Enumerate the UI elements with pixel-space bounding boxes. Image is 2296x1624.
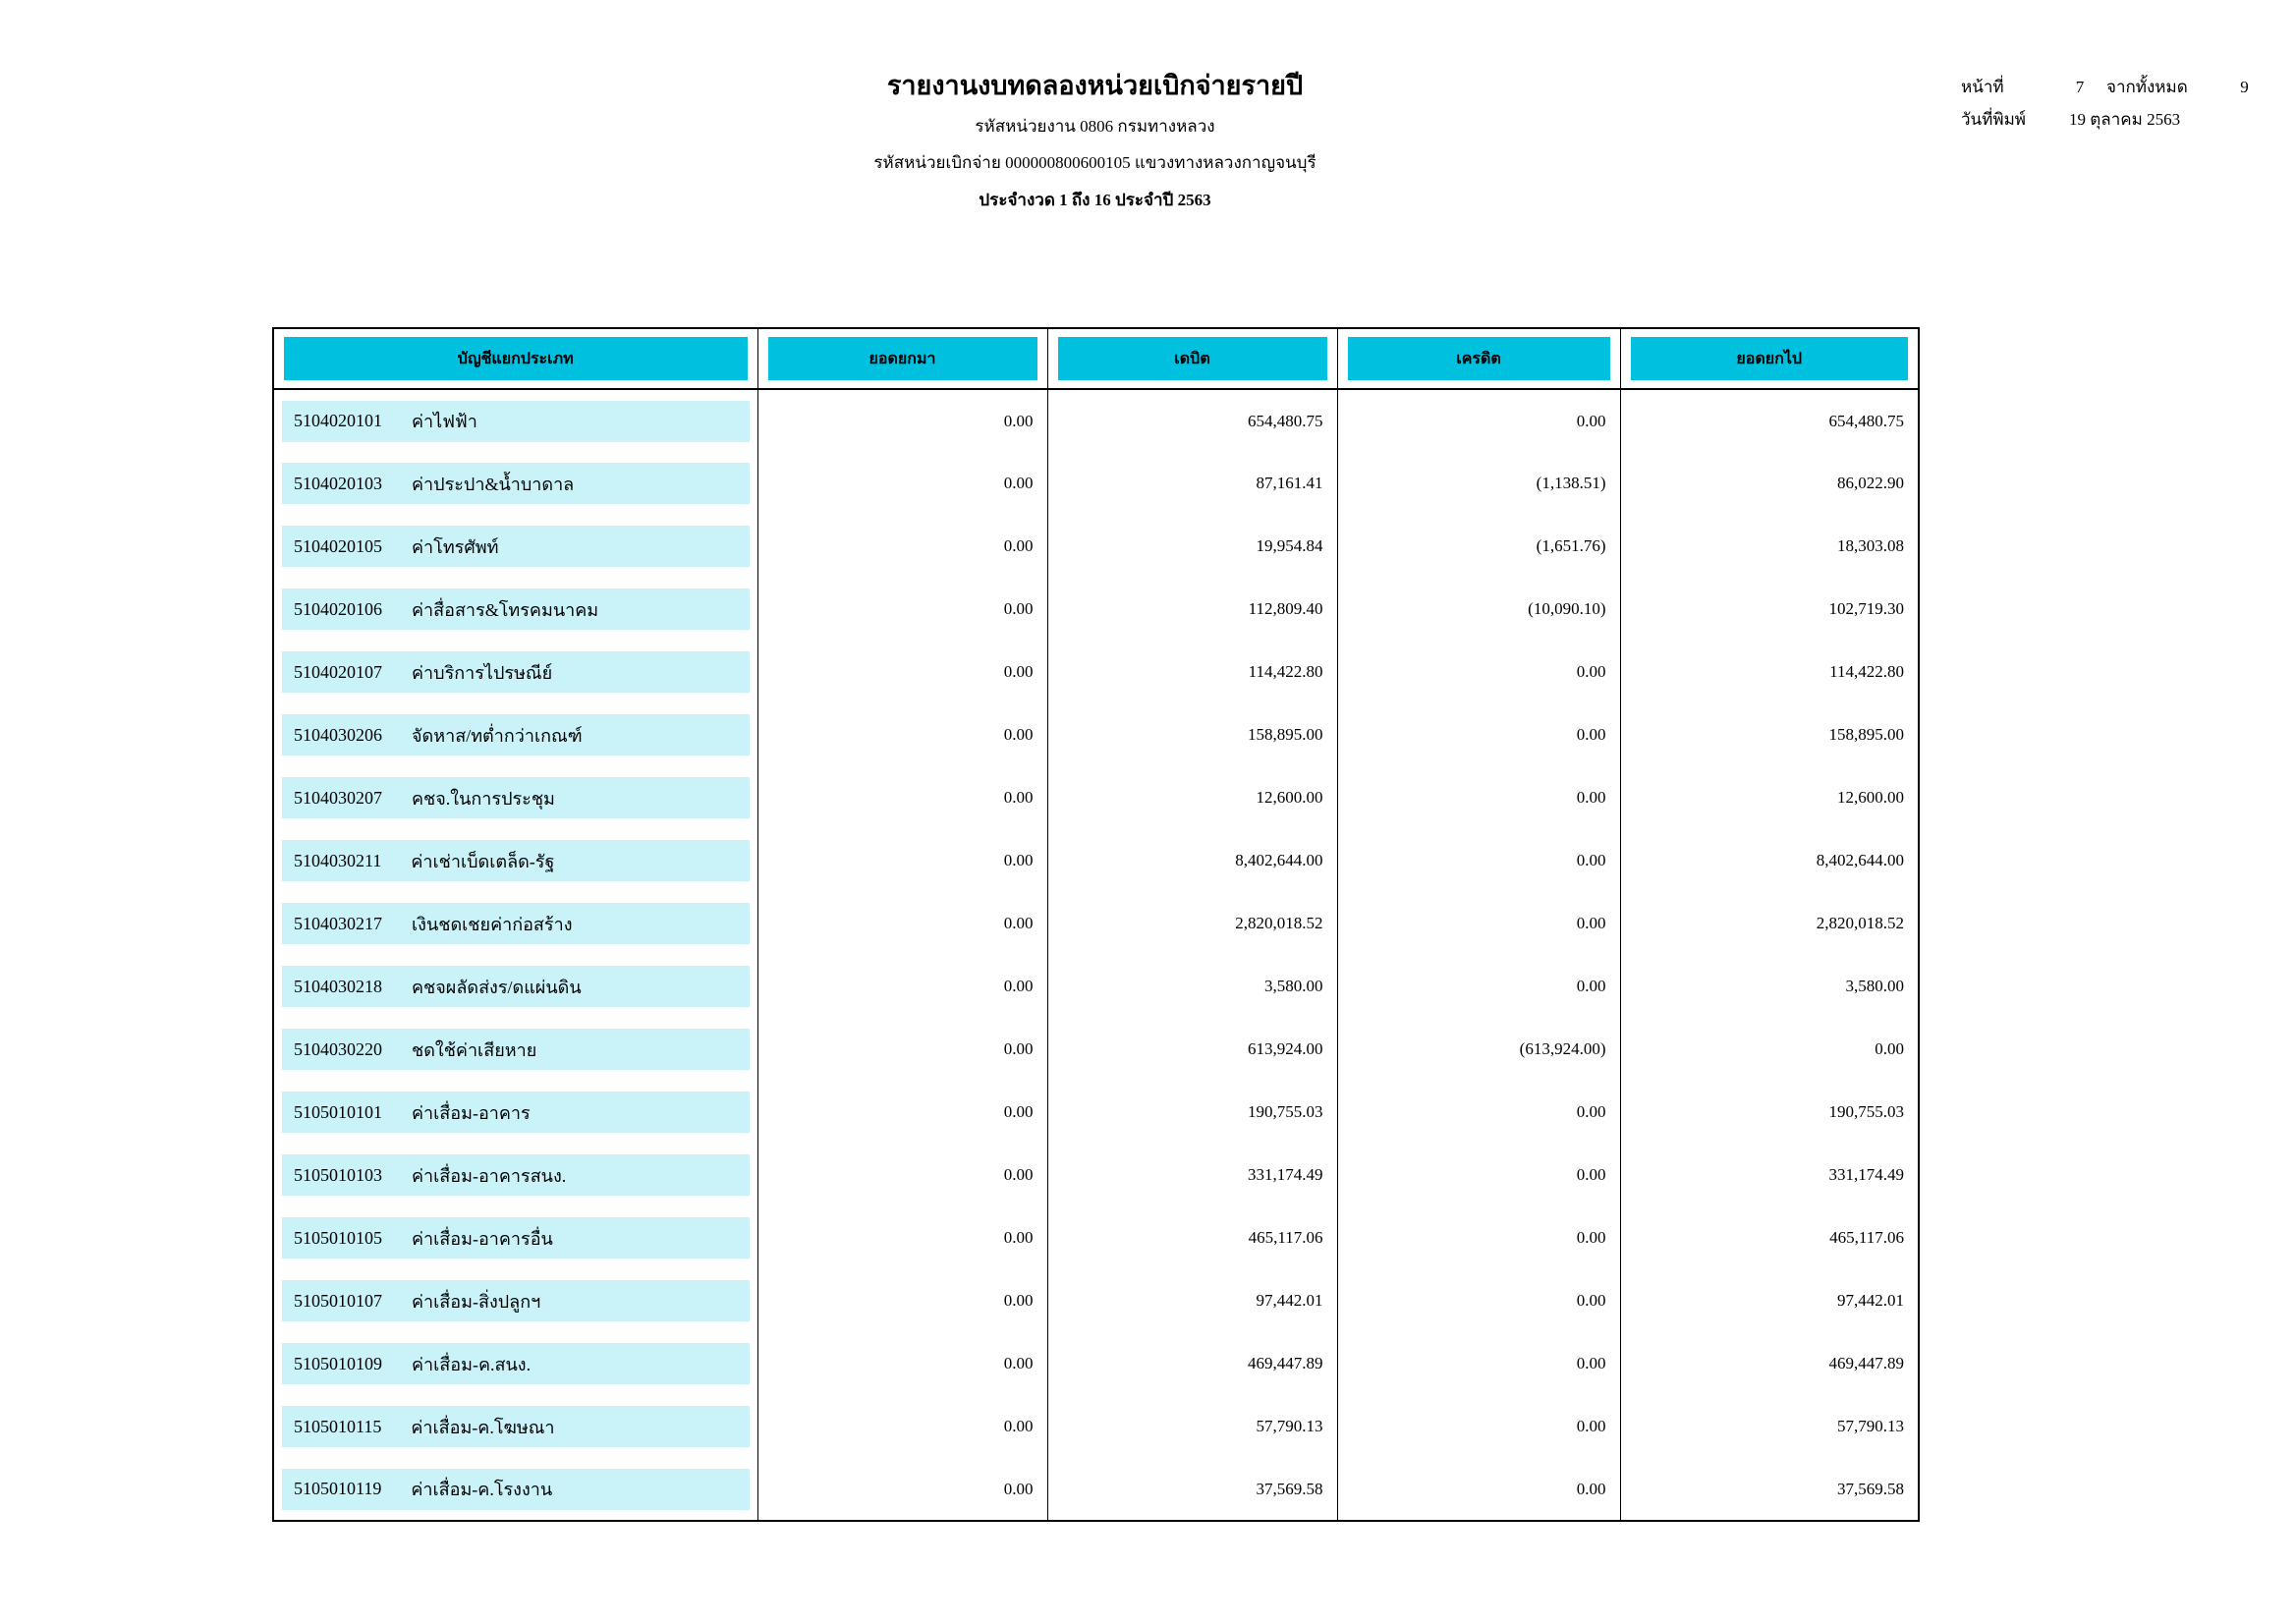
debit-value: 331,174.49 [1047,1144,1337,1206]
table-row [273,389,1919,452]
table-row [273,515,1919,578]
debit-value: 87,161.41 [1047,452,1337,515]
column-header-balance: ยอดยกไป [1631,337,1909,380]
balance-value: 18,303.08 [1620,515,1919,578]
credit-value: (1,651.76) [1337,515,1620,578]
report-header [272,71,1918,210]
credit-value: 0.00 [1337,703,1620,766]
account-band [282,777,750,818]
period-line: ประจำงวด 1 ถึง 16 ประจำปี 2563 [979,191,1211,209]
account-band [282,1343,750,1384]
carry-forward-value: 0.00 [757,1206,1047,1269]
balance-value: 8,402,644.00 [1620,829,1919,892]
balance-value: 2,820,018.52 [1620,892,1919,955]
debit-value: 57,790.13 [1047,1395,1337,1458]
account-band [282,1092,750,1133]
debit-value: 158,895.00 [1047,703,1337,766]
credit-value: 0.00 [1337,829,1620,892]
account-code: 5104030206 [294,724,382,745]
debit-value: 2,820,018.52 [1047,892,1337,955]
table-row [273,829,1919,892]
debit-value: 190,755.03 [1047,1081,1337,1144]
debit-value: 19,954.84 [1047,515,1337,578]
balance-value: 37,569.58 [1620,1458,1919,1521]
table-row [273,1206,1919,1269]
balance-value: 97,442.01 [1620,1269,1919,1332]
balance-value: 190,755.03 [1620,1081,1919,1144]
balance-value: 0.00 [1620,1018,1919,1081]
account-name: ชดใช้ค่าเสียหาย [412,1039,537,1060]
column-header-debit: เดบิต [1058,337,1327,380]
account-code: 5105010103 [294,1164,382,1185]
balance-value: 465,117.06 [1620,1206,1919,1269]
credit-value: 0.00 [1337,1269,1620,1332]
table-row [273,766,1919,829]
carry-forward-value: 0.00 [757,703,1047,766]
table-header-row [273,328,1919,389]
account-band [282,714,750,756]
account-code: 5105010109 [294,1353,382,1373]
account-name: ค่าเสื่อม-ค.โฆษณา [411,1417,555,1437]
balance-value: 102,719.30 [1620,578,1919,641]
account-code: 5105010105 [294,1227,382,1248]
credit-value: 0.00 [1337,1144,1620,1206]
column-header-account: บัญชีแยกประเภท [284,337,748,380]
debit-value: 114,422.80 [1047,641,1337,703]
balance-value: 57,790.13 [1620,1395,1919,1458]
table-row [273,641,1919,703]
table-row [273,1269,1919,1332]
credit-value: (10,090.10) [1337,578,1620,641]
account-code: 5104020101 [294,411,382,430]
account-band [282,1217,750,1259]
debit-value: 97,442.01 [1047,1269,1337,1332]
account-code: 5104020107 [294,661,382,682]
trial-balance-table [272,327,1920,1522]
account-code: 5105010107 [294,1290,382,1311]
credit-value: 0.00 [1337,1332,1620,1395]
account-code: 5104030220 [294,1038,382,1059]
account-band [282,1029,750,1070]
page-info [1961,71,2275,136]
account-band [282,401,750,442]
account-band [282,526,750,567]
column-header-carry-forward: ยอดยกมา [768,337,1037,380]
carry-forward-value: 0.00 [757,1144,1047,1206]
account-band [282,966,750,1007]
account-band [282,1469,750,1510]
page-number-row [1961,71,2275,103]
carry-forward-value: 0.00 [757,1458,1047,1521]
carry-forward-value: 0.00 [757,892,1047,955]
credit-value: 0.00 [1337,1395,1620,1458]
page-number-value: 7 [2075,78,2085,96]
credit-value: (613,924.00) [1337,1018,1620,1081]
carry-forward-value: 0.00 [757,1081,1047,1144]
account-band [282,840,750,881]
balance-value: 86,022.90 [1620,452,1919,515]
account-name: คชจผลัดส่งร/ดแผ่นดิน [412,977,582,997]
carry-forward-value: 0.00 [757,766,1047,829]
account-name: ค่าสื่อสาร&โทรคมนาคม [412,599,599,620]
credit-value: 0.00 [1337,892,1620,955]
account-name: ค่าเสื่อม-อาคารสนง. [412,1165,567,1186]
report-title: รายงานงบทดลองหน่วยเบิกจ่ายรายปี [886,71,1304,100]
carry-forward-value: 0.00 [757,389,1047,452]
print-date-row [1961,103,2275,136]
debit-value: 613,924.00 [1047,1018,1337,1081]
account-name: ค่าเสื่อม-อาคาร [412,1102,531,1123]
account-name: ค่าเสื่อม-ค.โรงงาน [411,1480,553,1499]
account-band [282,1406,750,1447]
table-row [273,1081,1919,1144]
credit-value: 0.00 [1337,641,1620,703]
table-row [273,1018,1919,1081]
carry-forward-value: 0.00 [757,641,1047,703]
debit-value: 654,480.75 [1047,389,1337,452]
debit-value: 469,447.89 [1047,1332,1337,1395]
account-band [282,588,750,630]
account-name: ค่าไฟฟ้า [412,412,477,431]
table-row [273,703,1919,766]
account-code: 5104030211 [294,850,382,870]
column-header-credit: เครดิต [1348,337,1610,380]
account-code: 5104030217 [294,913,382,933]
carry-forward-value: 0.00 [757,452,1047,515]
account-code: 5104030218 [294,976,382,996]
balance-value: 654,480.75 [1620,389,1919,452]
table-row [273,955,1919,1018]
account-band [282,903,750,944]
account-code: 5104020103 [294,473,382,493]
account-name: ค่าโทรศัพท์ [412,536,499,557]
table-row [273,1144,1919,1206]
account-code: 5105010101 [294,1101,382,1122]
balance-value: 3,580.00 [1620,955,1919,1018]
account-name: ค่าเสื่อม-ค.สนง. [412,1354,532,1374]
account-band [282,1280,750,1321]
account-name: ค่าบริการไปรษณีย์ [412,662,553,683]
table-row [273,1458,1919,1521]
debit-value: 37,569.58 [1047,1458,1337,1521]
account-name: คชจ.ในการประชุม [412,788,555,809]
debit-value: 465,117.06 [1047,1206,1337,1269]
account-code: 5105010115 [294,1416,382,1436]
print-date-value: 19 ตุลาคม 2563 [2069,110,2181,129]
account-code: 5104020106 [294,598,382,619]
carry-forward-value: 0.00 [757,955,1047,1018]
carry-forward-value: 0.00 [757,1332,1047,1395]
credit-value: 0.00 [1337,389,1620,452]
carry-forward-value: 0.00 [757,1269,1047,1332]
account-name: จัดหาส/ทต่ำกว่าเกณฑ์ [412,725,583,746]
table-row [273,1395,1919,1458]
table-row [273,1332,1919,1395]
debit-value: 3,580.00 [1047,955,1337,1018]
balance-value: 114,422.80 [1620,641,1919,703]
account-code: 5104030207 [294,787,382,808]
total-pages-label: จากทั้งหมด [2106,78,2188,96]
account-band [282,463,750,504]
carry-forward-value: 0.00 [757,1018,1047,1081]
account-name: ค่าเช่าเบ็ดเตล็ด-รัฐ [411,851,555,871]
carry-forward-value: 0.00 [757,1395,1047,1458]
account-band [282,1154,750,1196]
debit-value: 112,809.40 [1047,578,1337,641]
balance-value: 158,895.00 [1620,703,1919,766]
credit-value: 0.00 [1337,955,1620,1018]
credit-value: (1,138.51) [1337,452,1620,515]
account-name: ค่าเสื่อม-สิ่งปลูกฯ [412,1291,541,1312]
total-pages-value: 9 [2240,78,2249,96]
account-code: 5105010119 [294,1479,382,1498]
account-code: 5104020105 [294,535,382,556]
table-row [273,892,1919,955]
carry-forward-value: 0.00 [757,578,1047,641]
account-name: เงินชดเชยค่าก่อสร้าง [412,914,573,934]
table-row [273,452,1919,515]
account-name: ค่าเสื่อม-อาคารอื่น [412,1228,553,1249]
carry-forward-value: 0.00 [757,515,1047,578]
disbursement-unit-line: รหัสหน่วยเบิกจ่าย 000000800600105 แขวงทางหลวงกาญจนบุรี [873,153,1316,172]
agency-code-line: รหัสหน่วยงาน 0806 กรมทางหลวง [975,117,1215,136]
carry-forward-value: 0.00 [757,829,1047,892]
balance-value: 331,174.49 [1620,1144,1919,1206]
balance-value: 12,600.00 [1620,766,1919,829]
account-band [282,651,750,693]
table-row [273,578,1919,641]
balance-value: 469,447.89 [1620,1332,1919,1395]
debit-value: 8,402,644.00 [1047,829,1337,892]
account-name: ค่าประปา&น้ำบาดาล [412,474,575,494]
credit-value: 0.00 [1337,1081,1620,1144]
credit-value: 0.00 [1337,1206,1620,1269]
print-date-label: วันที่พิมพ์ [1961,110,2026,129]
debit-value: 12,600.00 [1047,766,1337,829]
credit-value: 0.00 [1337,1458,1620,1521]
credit-value: 0.00 [1337,766,1620,829]
page-number-label: หน้าที่ [1961,78,2004,96]
